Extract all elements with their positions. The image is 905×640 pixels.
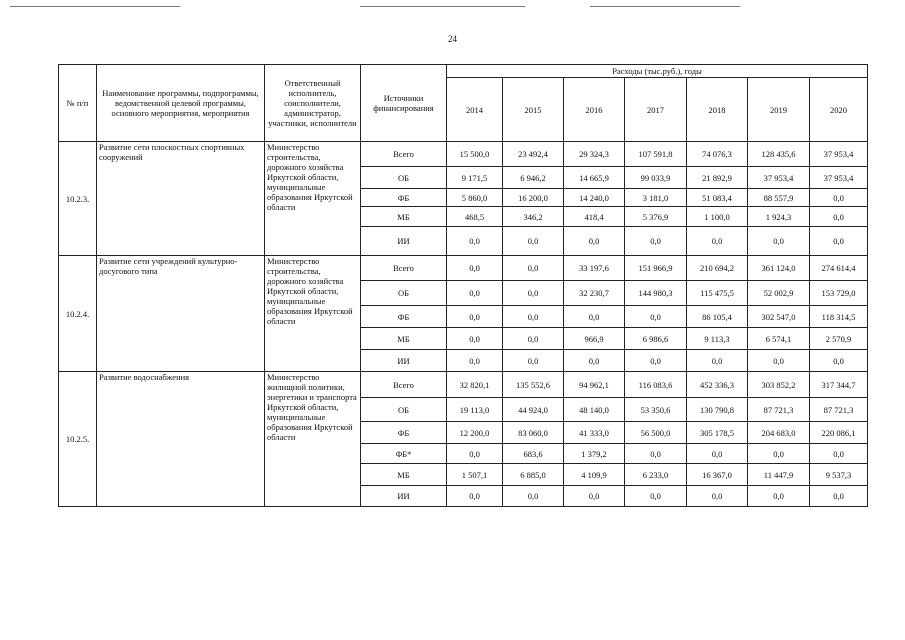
value-cell: 16 367,0	[687, 464, 748, 486]
value-cell: 0,0	[503, 350, 564, 372]
value-cell: 305 178,5	[687, 422, 748, 444]
value-cell: 0,0	[810, 444, 868, 464]
value-cell: 2 570,9	[810, 328, 868, 350]
value-cell: 0,0	[503, 486, 564, 507]
header-year: 2018	[687, 78, 748, 142]
value-cell: 118 314,5	[810, 306, 868, 328]
value-cell: 52 002,9	[748, 281, 810, 306]
value-cell: 37 953,4	[810, 142, 868, 167]
value-cell: 0,0	[564, 486, 625, 507]
value-cell: 9 113,3	[687, 328, 748, 350]
value-cell: 153 729,0	[810, 281, 868, 306]
value-cell: 0,0	[748, 350, 810, 372]
header-sources: Источники финансирования	[361, 65, 447, 142]
table-row	[59, 142, 868, 167]
header-year: 2016	[564, 78, 625, 142]
value-cell: 33 197,6	[564, 256, 625, 281]
value-cell: 1 379,2	[564, 444, 625, 464]
header-expenses: Расходы (тыс.руб.), годы	[447, 65, 868, 78]
value-cell: 210 694,2	[687, 256, 748, 281]
value-cell: 130 790,8	[687, 398, 748, 422]
value-cell: 0,0	[625, 350, 687, 372]
funding-source: Всего	[361, 142, 447, 167]
budget-table	[58, 64, 868, 507]
value-cell: 418,4	[564, 207, 625, 227]
value-cell: 0,0	[810, 207, 868, 227]
value-cell: 19 113,0	[447, 398, 503, 422]
value-cell: 56 500,0	[625, 422, 687, 444]
value-cell: 274 614,4	[810, 256, 868, 281]
scan-artifact-line	[10, 6, 180, 7]
value-cell: 32 230,7	[564, 281, 625, 306]
value-cell: 51 083,4	[687, 189, 748, 207]
value-cell: 0,0	[625, 227, 687, 256]
row-number: 10.2.4.	[59, 256, 97, 372]
value-cell: 0,0	[503, 306, 564, 328]
table-row	[59, 372, 868, 398]
value-cell: 0,0	[564, 306, 625, 328]
measure-name: Развитие сети учреждений культурно-досугового типа	[97, 256, 265, 372]
funding-source: ОБ	[361, 281, 447, 306]
value-cell: 0,0	[447, 328, 503, 350]
value-cell: 115 475,5	[687, 281, 748, 306]
funding-source: ОБ	[361, 398, 447, 422]
value-cell: 14 240,0	[564, 189, 625, 207]
value-cell: 468,5	[447, 207, 503, 227]
header-year: 2014	[447, 78, 503, 142]
value-cell: 1 507,1	[447, 464, 503, 486]
value-cell: 23 492,4	[503, 142, 564, 167]
value-cell: 74 076,3	[687, 142, 748, 167]
value-cell: 0,0	[447, 444, 503, 464]
value-cell: 32 820,1	[447, 372, 503, 398]
measure-name: Развитие водоснабжения	[97, 372, 265, 507]
value-cell: 0,0	[810, 350, 868, 372]
value-cell: 4 109,9	[564, 464, 625, 486]
value-cell: 6 233,0	[625, 464, 687, 486]
value-cell: 87 721,3	[810, 398, 868, 422]
value-cell: 220 086,1	[810, 422, 868, 444]
value-cell: 128 435,6	[748, 142, 810, 167]
header-row	[59, 65, 868, 78]
funding-source: Всего	[361, 256, 447, 281]
responsible-executor: Министерство строительства, дорожного хозяйства Иркутской области, муниципальные образования Иркутской области	[265, 142, 361, 256]
value-cell: 0,0	[564, 227, 625, 256]
funding-source: МБ	[361, 207, 447, 227]
value-cell: 135 552,6	[503, 372, 564, 398]
scan-artifact-line	[590, 6, 740, 7]
value-cell: 0,0	[447, 227, 503, 256]
funding-source: ИИ	[361, 227, 447, 256]
value-cell: 11 447,9	[748, 464, 810, 486]
value-cell: 41 333,0	[564, 422, 625, 444]
funding-source: ОБ	[361, 167, 447, 189]
funding-source: ИИ	[361, 486, 447, 507]
value-cell: 0,0	[687, 227, 748, 256]
funding-source: Всего	[361, 372, 447, 398]
value-cell: 94 962,1	[564, 372, 625, 398]
value-cell: 0,0	[447, 486, 503, 507]
value-cell: 144 980,3	[625, 281, 687, 306]
value-cell: 5 860,0	[447, 189, 503, 207]
value-cell: 0,0	[748, 486, 810, 507]
value-cell: 0,0	[687, 486, 748, 507]
value-cell: 0,0	[447, 306, 503, 328]
funding-source: МБ	[361, 328, 447, 350]
header-responsible: Ответственный исполнитель, соисполнители, администратор, участники, исполнители	[265, 65, 361, 142]
page-number: 24	[448, 34, 457, 44]
value-cell: 0,0	[503, 256, 564, 281]
value-cell: 83 060,0	[503, 422, 564, 444]
value-cell: 53 350,6	[625, 398, 687, 422]
scan-artifact-line	[360, 6, 525, 7]
value-cell: 966,9	[564, 328, 625, 350]
value-cell: 0,0	[503, 227, 564, 256]
value-cell: 87 721,3	[748, 398, 810, 422]
value-cell: 3 181,0	[625, 189, 687, 207]
value-cell: 48 140,0	[564, 398, 625, 422]
value-cell: 1 100,0	[687, 207, 748, 227]
value-cell: 6 885,0	[503, 464, 564, 486]
funding-source: ИИ	[361, 350, 447, 372]
value-cell: 0,0	[447, 350, 503, 372]
value-cell: 0,0	[687, 350, 748, 372]
value-cell: 5 376,9	[625, 207, 687, 227]
value-cell: 14 665,9	[564, 167, 625, 189]
value-cell: 0,0	[810, 227, 868, 256]
responsible-executor: Министерство жилищной политики, энергетики и транспорта Иркутской области, муниципальные образования Иркутской области	[265, 372, 361, 507]
header-no: № п/п	[59, 65, 97, 142]
value-cell: 37 953,4	[748, 167, 810, 189]
funding-source: МБ	[361, 464, 447, 486]
value-cell: 302 547,0	[748, 306, 810, 328]
value-cell: 0,0	[447, 281, 503, 306]
value-cell: 99 033,9	[625, 167, 687, 189]
value-cell: 107 591,8	[625, 142, 687, 167]
value-cell: 0,0	[503, 328, 564, 350]
value-cell: 0,0	[748, 227, 810, 256]
value-cell: 346,2	[503, 207, 564, 227]
value-cell: 6 574,1	[748, 328, 810, 350]
measure-name: Развитие сети плоскостных спортивных сооружений	[97, 142, 265, 256]
value-cell: 1 924,3	[748, 207, 810, 227]
value-cell: 204 683,0	[748, 422, 810, 444]
value-cell: 0,0	[447, 256, 503, 281]
value-cell: 16 200,0	[503, 189, 564, 207]
value-cell: 9 171,5	[447, 167, 503, 189]
value-cell: 21 892,9	[687, 167, 748, 189]
funding-source: ФБ	[361, 422, 447, 444]
value-cell: 0,0	[564, 350, 625, 372]
header-year: 2015	[503, 78, 564, 142]
value-cell: 0,0	[810, 486, 868, 507]
value-cell: 0,0	[503, 281, 564, 306]
value-cell: 12 200,0	[447, 422, 503, 444]
funding-source: ФБ	[361, 306, 447, 328]
value-cell: 88 557,9	[748, 189, 810, 207]
header-year: 2019	[748, 78, 810, 142]
value-cell: 37 953,4	[810, 167, 868, 189]
value-cell: 303 852,2	[748, 372, 810, 398]
value-cell: 15 500,0	[447, 142, 503, 167]
responsible-executor: Министерство строительства, дорожного хозяйства Иркутской области, муниципальные образования Иркутской области	[265, 256, 361, 372]
value-cell: 0,0	[810, 189, 868, 207]
row-number: 10.2.3.	[59, 142, 97, 256]
value-cell: 9 537,3	[810, 464, 868, 486]
value-cell: 29 324,3	[564, 142, 625, 167]
value-cell: 44 924,0	[503, 398, 564, 422]
value-cell: 452 336,3	[687, 372, 748, 398]
funding-source: ФБ*	[361, 444, 447, 464]
value-cell: 0,0	[625, 444, 687, 464]
value-cell: 6 946,2	[503, 167, 564, 189]
value-cell: 0,0	[625, 306, 687, 328]
value-cell: 0,0	[625, 486, 687, 507]
value-cell: 6 986,6	[625, 328, 687, 350]
value-cell: 151 966,9	[625, 256, 687, 281]
header-year: 2020	[810, 78, 868, 142]
value-cell: 361 124,0	[748, 256, 810, 281]
table-row	[59, 256, 868, 281]
row-number: 10.2.5.	[59, 372, 97, 507]
value-cell: 0,0	[748, 444, 810, 464]
value-cell: 116 083,6	[625, 372, 687, 398]
value-cell: 86 105,4	[687, 306, 748, 328]
value-cell: 683,6	[503, 444, 564, 464]
value-cell: 0,0	[687, 444, 748, 464]
funding-source: ФБ	[361, 189, 447, 207]
header-year: 2017	[625, 78, 687, 142]
header-name: Наименование программы, подпрограммы, ведомственной целевой программы, основного мероприятия, мероприятия	[97, 65, 265, 142]
value-cell: 317 344,7	[810, 372, 868, 398]
